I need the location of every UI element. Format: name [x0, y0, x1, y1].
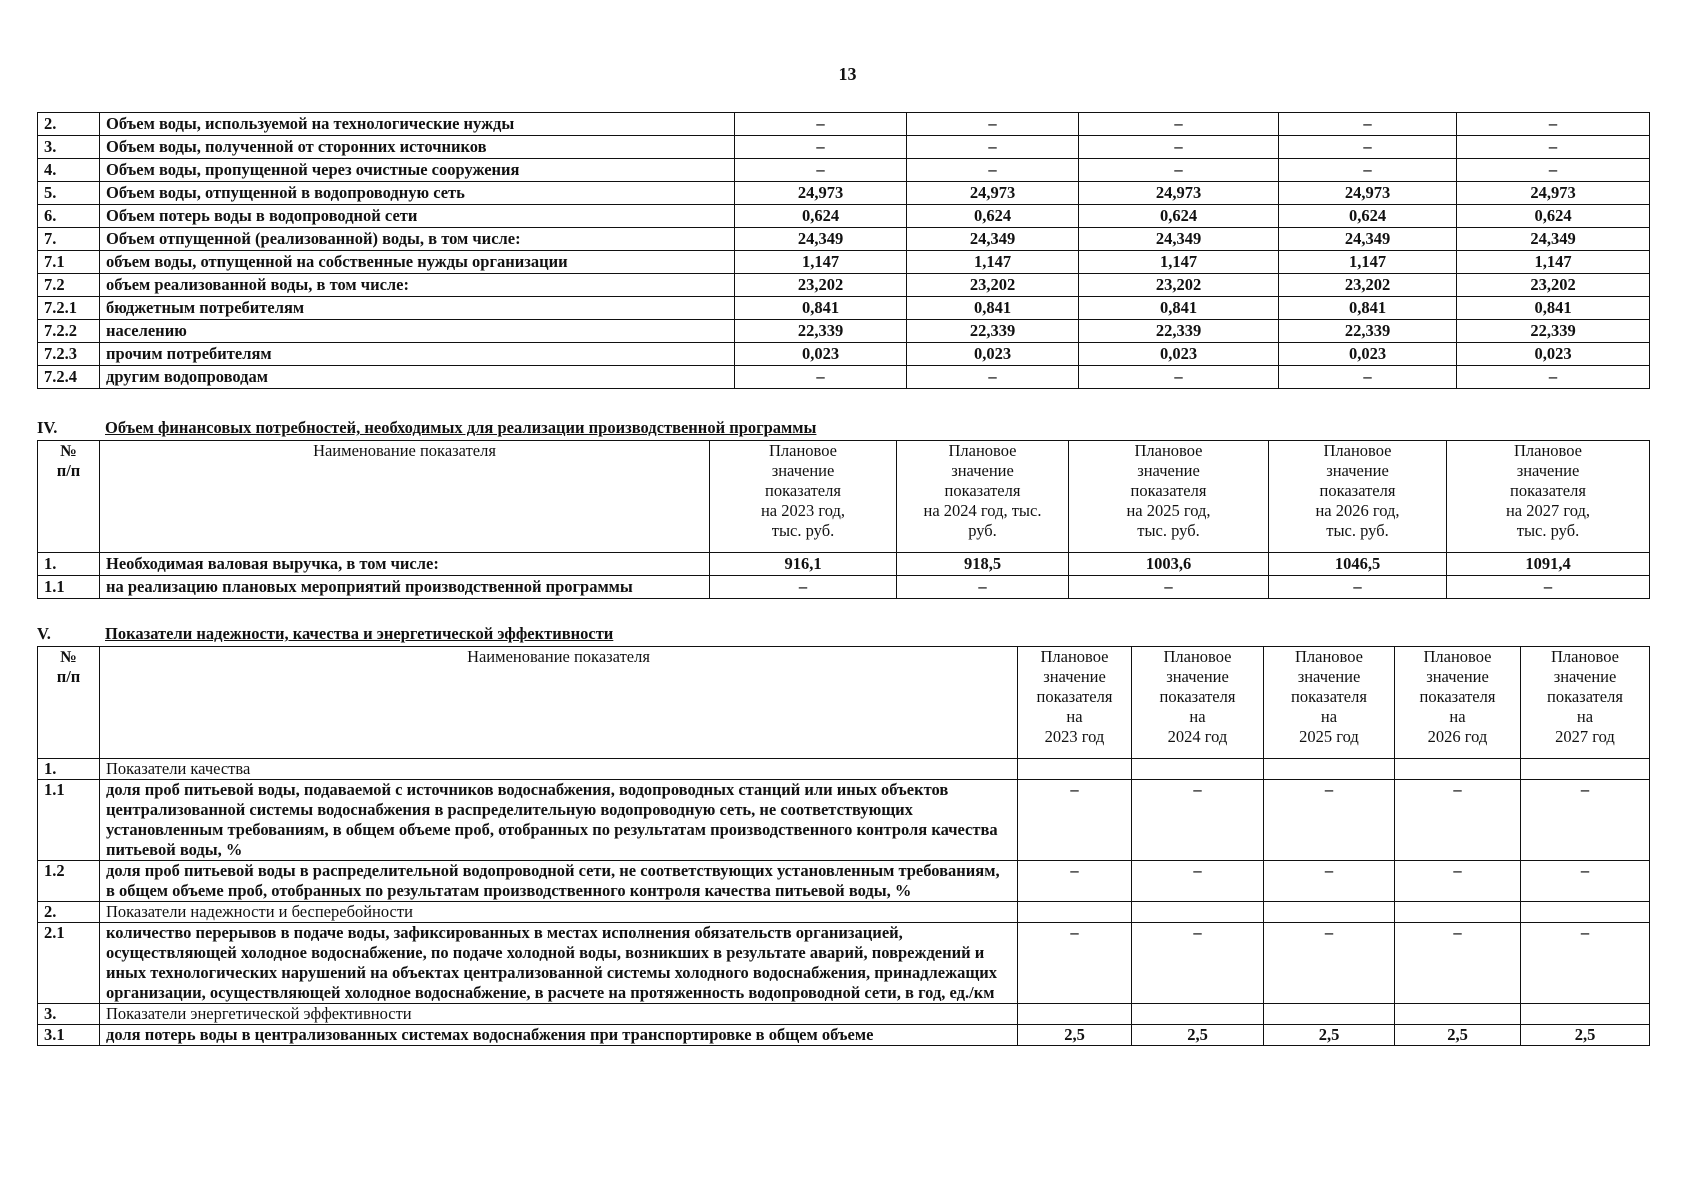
section-iv-title-text: Объем финансовых потребностей, необходимых для реализации производственной программы	[105, 418, 817, 437]
table-row	[38, 113, 1650, 136]
indicator-name: количество перерывов в подаче воды, зафиксированных в местах исполнения обязательств организацией, осуществляющей холодное водоснабжение, по подаче холодной воды, возникших в результате аварий, повреждений и иных технологических нарушений на объектах централизованной системы холодного водоснабжения, принадлежащих организации, осуществляющей холодное водоснабжение, в расчете на протяженность водопроводной сети, в год, ед./км	[100, 923, 1018, 1004]
value-cell-2027: –	[1521, 780, 1650, 861]
section-iv-title	[37, 418, 816, 438]
row-number: 3.	[38, 1004, 100, 1025]
reliability-indicators-table	[37, 646, 1650, 1046]
value-cell-2025: 22,339	[1079, 320, 1279, 343]
column-header-2026: Плановое значение показателя на 2026 год	[1395, 647, 1521, 759]
row-number: 7.	[38, 228, 100, 251]
table-row	[38, 780, 1650, 861]
value-cell-2023	[1018, 1004, 1132, 1025]
value-cell-2025: 0,624	[1079, 205, 1279, 228]
water-volumes-table	[37, 112, 1650, 389]
row-number: 1.1	[38, 780, 100, 861]
value-cell-2024	[1132, 1004, 1264, 1025]
section-v-title-text: Показатели надежности, качества и энергетической эффективности	[105, 624, 614, 643]
value-cell-2027: 0,023	[1457, 343, 1650, 366]
value-cell-2024: 24,349	[907, 228, 1079, 251]
table-row	[38, 902, 1650, 923]
value-cell-2023: –	[1018, 861, 1132, 902]
table-row	[38, 1004, 1650, 1025]
value-cell-2025: –	[1264, 861, 1395, 902]
value-cell-2027: –	[1457, 136, 1650, 159]
column-header-2023: Плановое значение показателя на 2023 год, тыс. руб.	[710, 441, 897, 553]
value-cell-2026: 1046,5	[1269, 553, 1447, 576]
value-cell-2025	[1264, 902, 1395, 923]
table-row	[38, 274, 1650, 297]
indicator-name: Объем потерь воды в водопроводной сети	[100, 205, 735, 228]
value-cell-2027: 2,5	[1521, 1025, 1650, 1046]
value-cell-2026: –	[1269, 576, 1447, 599]
row-number: 7.2.3	[38, 343, 100, 366]
value-cell-2027: –	[1457, 113, 1650, 136]
indicator-name: Объем воды, пропущенной через очистные сооружения	[100, 159, 735, 182]
value-cell-2023: 0,023	[735, 343, 907, 366]
financial-needs-table	[37, 440, 1650, 599]
value-cell-2026: –	[1279, 136, 1457, 159]
value-cell-2027	[1521, 1004, 1650, 1025]
value-cell-2024: 0,023	[907, 343, 1079, 366]
value-cell-2024: 0,624	[907, 205, 1079, 228]
row-number: 7.2.2	[38, 320, 100, 343]
value-cell-2027: –	[1521, 923, 1650, 1004]
value-cell-2023: 1,147	[735, 251, 907, 274]
row-number: 2.	[38, 113, 100, 136]
value-cell-2027: 1091,4	[1447, 553, 1650, 576]
indicator-name: Объем отпущенной (реализованной) воды, в том числе:	[100, 228, 735, 251]
value-cell-2027: 23,202	[1457, 274, 1650, 297]
value-cell-2024	[1132, 902, 1264, 923]
indicator-name: населению	[100, 320, 735, 343]
value-cell-2025: –	[1069, 576, 1269, 599]
indicator-name: бюджетным потребителям	[100, 297, 735, 320]
column-header-number: № п/п	[38, 647, 100, 759]
row-number: 7.2.4	[38, 366, 100, 389]
column-header-2025: Плановое значение показателя на 2025 год, тыс. руб.	[1069, 441, 1269, 553]
row-number: 7.2.1	[38, 297, 100, 320]
value-cell-2026: –	[1395, 861, 1521, 902]
value-cell-2025: –	[1264, 923, 1395, 1004]
section-v-number: V.	[37, 624, 51, 643]
section-iv-number: IV.	[37, 418, 58, 437]
value-cell-2024: –	[1132, 861, 1264, 902]
value-cell-2026: 23,202	[1279, 274, 1457, 297]
indicator-name: Необходимая валовая выручка, в том числе:	[100, 553, 710, 576]
value-cell-2024: 24,973	[907, 182, 1079, 205]
indicator-name: Объем воды, отпущенной в водопроводную сеть	[100, 182, 735, 205]
value-cell-2023	[1018, 902, 1132, 923]
value-cell-2024: 918,5	[897, 553, 1069, 576]
column-header-2023: Плановое значение показателя на 2023 год	[1018, 647, 1132, 759]
column-header-2025: Плановое значение показателя на 2025 год	[1264, 647, 1395, 759]
value-cell-2025: –	[1079, 136, 1279, 159]
row-number: 3.	[38, 136, 100, 159]
indicator-name: другим водопроводам	[100, 366, 735, 389]
value-cell-2024: 1,147	[907, 251, 1079, 274]
value-cell-2026: 0,841	[1279, 297, 1457, 320]
column-header-2024: Плановое значение показателя на 2024 год, тыс. руб.	[897, 441, 1069, 553]
row-number: 1.1	[38, 576, 100, 599]
value-cell-2026	[1395, 1004, 1521, 1025]
value-cell-2023: 916,1	[710, 553, 897, 576]
row-number: 4.	[38, 159, 100, 182]
value-cell-2024: –	[907, 366, 1079, 389]
value-cell-2023: 22,339	[735, 320, 907, 343]
value-cell-2025: 23,202	[1079, 274, 1279, 297]
value-cell-2023: 0,841	[735, 297, 907, 320]
table-row	[38, 861, 1650, 902]
row-number: 7.2	[38, 274, 100, 297]
value-cell-2025: 0,023	[1079, 343, 1279, 366]
value-cell-2023: –	[710, 576, 897, 599]
value-cell-2023: 2,5	[1018, 1025, 1132, 1046]
value-cell-2024: –	[907, 136, 1079, 159]
water-volumes-body	[38, 113, 1650, 389]
value-cell-2024: 23,202	[907, 274, 1079, 297]
value-cell-2027: 0,841	[1457, 297, 1650, 320]
value-cell-2025: 1003,6	[1069, 553, 1269, 576]
table-row	[38, 136, 1650, 159]
row-number: 7.1	[38, 251, 100, 274]
reliability-header-row	[38, 647, 1650, 759]
value-cell-2023: 24,349	[735, 228, 907, 251]
row-number: 1.	[38, 553, 100, 576]
row-number: 1.	[38, 759, 100, 780]
value-cell-2024: –	[907, 113, 1079, 136]
value-cell-2025: 1,147	[1079, 251, 1279, 274]
indicator-name: доля проб питьевой воды в распределительной водопроводной сети, не соответствующих установленным требованиям, в общем объеме проб, отобранных по результатам производственного контроля качества питьевой воды, %	[100, 861, 1018, 902]
value-cell-2027: 1,147	[1457, 251, 1650, 274]
value-cell-2023: –	[735, 113, 907, 136]
column-header-2024: Плановое значение показателя на 2024 год	[1132, 647, 1264, 759]
column-header-2027: Плановое значение показателя на 2027 год, тыс. руб.	[1447, 441, 1650, 553]
table-row	[38, 343, 1650, 366]
table-row	[38, 553, 1650, 576]
indicator-name: доля проб питьевой воды, подаваемой с источников водоснабжения, водопроводных станций или иных объектов централизованной системы водоснабжения в распределительную водопроводную сеть, не соответствующих установленным требованиям, в общем объеме проб, отобранных по результатам производственного контроля качества питьевой воды, %	[100, 780, 1018, 861]
value-cell-2026: 1,147	[1279, 251, 1457, 274]
row-number: 5.	[38, 182, 100, 205]
indicator-name: на реализацию плановых мероприятий производственной программы	[100, 576, 710, 599]
value-cell-2027: –	[1521, 861, 1650, 902]
table-row	[38, 320, 1650, 343]
value-cell-2023: –	[735, 159, 907, 182]
value-cell-2025: 2,5	[1264, 1025, 1395, 1046]
column-header-name: Наименование показателя	[100, 647, 1018, 759]
column-header-number: № п/п	[38, 441, 100, 553]
indicator-name: объем воды, отпущенной на собственные нужды организации	[100, 251, 735, 274]
value-cell-2027: 0,624	[1457, 205, 1650, 228]
indicator-name: Объем воды, используемой на технологические нужды	[100, 113, 735, 136]
value-cell-2027: –	[1457, 159, 1650, 182]
value-cell-2025: 24,973	[1079, 182, 1279, 205]
value-cell-2026: 22,339	[1279, 320, 1457, 343]
value-cell-2023: 24,973	[735, 182, 907, 205]
page-number: 13	[838, 64, 857, 84]
value-cell-2026: 0,624	[1279, 205, 1457, 228]
value-cell-2024: –	[1132, 923, 1264, 1004]
value-cell-2027: –	[1457, 366, 1650, 389]
table-row	[38, 576, 1650, 599]
financial-needs-body	[38, 553, 1650, 599]
indicator-name: Показатели надежности и бесперебойности	[100, 902, 1018, 923]
table-row	[38, 297, 1650, 320]
indicator-name: объем реализованной воды, в том числе:	[100, 274, 735, 297]
value-cell-2027	[1521, 902, 1650, 923]
row-number: 3.1	[38, 1025, 100, 1046]
column-header-2026: Плановое значение показателя на 2026 год, тыс. руб.	[1269, 441, 1447, 553]
value-cell-2027: 22,339	[1457, 320, 1650, 343]
value-cell-2023: –	[1018, 923, 1132, 1004]
indicator-name: Показатели качества	[100, 759, 1018, 780]
value-cell-2025	[1264, 759, 1395, 780]
value-cell-2027: 24,349	[1457, 228, 1650, 251]
table-row	[38, 182, 1650, 205]
value-cell-2026: 24,973	[1279, 182, 1457, 205]
value-cell-2026: –	[1395, 780, 1521, 861]
value-cell-2025: 24,349	[1079, 228, 1279, 251]
value-cell-2026: 0,023	[1279, 343, 1457, 366]
value-cell-2026: –	[1279, 159, 1457, 182]
value-cell-2023: –	[1018, 780, 1132, 861]
value-cell-2025: 0,841	[1079, 297, 1279, 320]
reliability-indicators-body	[38, 759, 1650, 1046]
value-cell-2024: –	[907, 159, 1079, 182]
row-number: 1.2	[38, 861, 100, 902]
row-number: 2.1	[38, 923, 100, 1004]
row-number: 6.	[38, 205, 100, 228]
table-row	[38, 759, 1650, 780]
value-cell-2024: –	[897, 576, 1069, 599]
value-cell-2023	[1018, 759, 1132, 780]
value-cell-2026: –	[1279, 366, 1457, 389]
value-cell-2027: –	[1447, 576, 1650, 599]
indicator-name: доля потерь воды в централизованных системах водоснабжения при транспортировке в общем объеме	[100, 1025, 1018, 1046]
row-number: 2.	[38, 902, 100, 923]
value-cell-2025: –	[1079, 159, 1279, 182]
value-cell-2023: 0,624	[735, 205, 907, 228]
indicator-name: прочим потребителям	[100, 343, 735, 366]
value-cell-2027	[1521, 759, 1650, 780]
value-cell-2024: 0,841	[907, 297, 1079, 320]
value-cell-2026	[1395, 902, 1521, 923]
value-cell-2027: 24,973	[1457, 182, 1650, 205]
column-header-name: Наименование показателя	[100, 441, 710, 553]
section-v-title	[37, 624, 613, 644]
value-cell-2026: –	[1395, 923, 1521, 1004]
table-row	[38, 251, 1650, 274]
table-row	[38, 366, 1650, 389]
value-cell-2025	[1264, 1004, 1395, 1025]
table-row	[38, 159, 1650, 182]
value-cell-2026	[1395, 759, 1521, 780]
value-cell-2026: 24,349	[1279, 228, 1457, 251]
indicator-name: Показатели энергетической эффективности	[100, 1004, 1018, 1025]
value-cell-2025: –	[1264, 780, 1395, 861]
value-cell-2024: 22,339	[907, 320, 1079, 343]
value-cell-2026: 2,5	[1395, 1025, 1521, 1046]
column-header-2027: Плановое значение показателя на 2027 год	[1521, 647, 1650, 759]
financial-header-row	[38, 441, 1650, 553]
value-cell-2025: –	[1079, 366, 1279, 389]
table-row	[38, 923, 1650, 1004]
table-row	[38, 1025, 1650, 1046]
value-cell-2024: –	[1132, 780, 1264, 861]
value-cell-2024: 2,5	[1132, 1025, 1264, 1046]
table-row	[38, 228, 1650, 251]
value-cell-2024	[1132, 759, 1264, 780]
table-row	[38, 205, 1650, 228]
value-cell-2023: –	[735, 366, 907, 389]
value-cell-2026: –	[1279, 113, 1457, 136]
value-cell-2025: –	[1079, 113, 1279, 136]
indicator-name: Объем воды, полученной от сторонних источников	[100, 136, 735, 159]
value-cell-2023: 23,202	[735, 274, 907, 297]
value-cell-2023: –	[735, 136, 907, 159]
